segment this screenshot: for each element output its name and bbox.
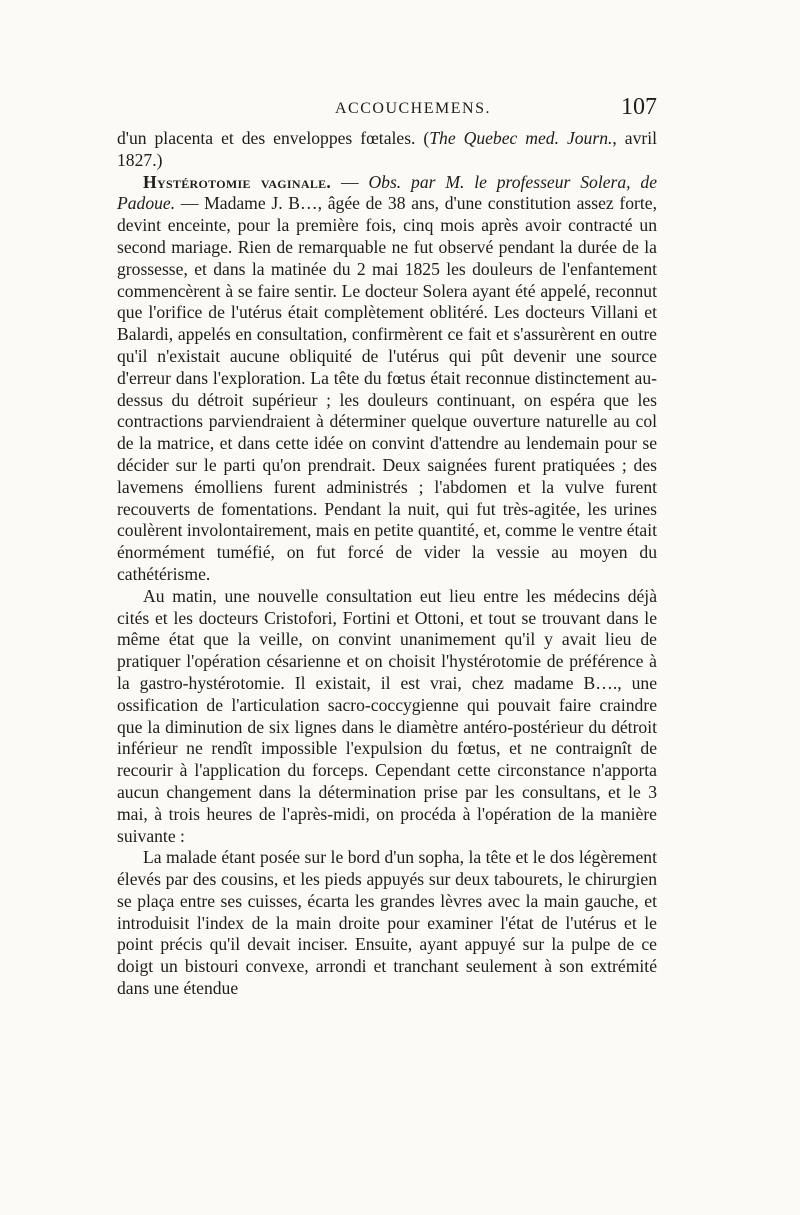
paragraph-operation (117, 847, 657, 1000)
paragraph-consultation (117, 586, 657, 848)
paragraph-citation-end (117, 128, 657, 172)
running-head (117, 96, 657, 126)
observation-attribution: Obs. par M. le professeur Solera, de Padoue. (117, 171, 658, 214)
paragraph-case-intro (117, 172, 657, 586)
section-heading: Hystérotomie vaginale. (143, 171, 332, 192)
para2-text: — Madame J. B…, âgée de 38 ans, d'une constitution assez forte, devint enceinte, pour la première fois, cinq mois après avoir contracté un second mariage. Rien de remarquable ne fut observé pendant la durée de la grossesse, et dans la matinée du 2 mai 1825 les douleurs de l'enfantement commencèrent à se faire sentir. Le docteur Solera ayant été appelé, reconnut que l'orifice de l'utérus était complètement oblitéré. Les docteurs Villani et Balardi, appelés en consultation, confirmèrent ce fait et s'assurèrent en outre qu'il n'existait aucune obliquité de l'utérus qui pût devenir une source d'erreur dans l'exploration. La tête du fœtus était reconnue distinctement au-dessus du détroit supérieur ; les douleurs continuant, on espéra que les contractions parviendraient à déterminer quelque ouverture naturelle au col de la matrice, et dans cette idée on convint d'attendre au lendemain pour se décider sur le parti qu'on prendrait. Deux saignées furent pratiquées ; des lavemens émolliens furent administrés ; l'abdomen et la vulve furent recouverts de fomentations. Pendant la nuit, qui fut très-agitée, les urines coulèrent involontairement, mais en petite quantité, et, comme le ventre était énormément tuméfié, on fut forcé de vider la vessie au moyen du cathétérisme. (117, 193, 657, 584)
page-number: 107 (621, 94, 657, 120)
heading-dash: — (331, 171, 369, 192)
journal-citation: The Quebec med. Journ. (429, 128, 613, 148)
para4-text: La malade étant posée sur le bord d'un sopha, la tête et le dos légèrement élevés par des cousins, et les pieds appuyés sur deux tabourets, le chirurgien se plaça entre ses cuisses, écarta les grandes lèvres avec la main gauche, et introduisit l'index de la main droite pour examiner l'état de l'utérus et le point précis qu'il devait inciser. Ensuite, ayant appuyé sur la pulpe de ce doigt un bistouri convexe, arrondi et tranchant seulement à son extrémité dans une étendue (117, 847, 657, 999)
running-title: ACCOUCHEMENS. (335, 100, 491, 117)
para1-tail: , avril 1827.) (117, 128, 658, 170)
body-text (117, 128, 657, 1000)
para1-text: d'un placenta et des enveloppes fœtales. ( (117, 128, 430, 148)
para3-text: Au matin, une nouvelle consultation eut lieu entre les médecins déjà cités et les docteurs Cristofori, Fortini et Ottoni, et tout se trouvant dans le même état que la veille, on convint unanimement qu'il y avait lieu de pratiquer l'opération césarienne et on choisit l'hystérotomie de préférence à la gastro-hystérotomie. Il existait, il est vrai, chez madame B…., une ossification de l'articulation sacro-coccygienne qui pouvait faire craindre que la diminution de six lignes dans le diamètre antéro-postérieur du détroit inférieur ne rendît impossible l'expulsion du fœtus, et ne contraignît de recourir à l'application du forceps. Cependant cette circonstance n'apporta aucun changement dans la détermination prise par les consultans, et le 3 mai, à trois heures de l'après-midi, on procéda à l'opération de la manière suivante : (117, 585, 657, 846)
